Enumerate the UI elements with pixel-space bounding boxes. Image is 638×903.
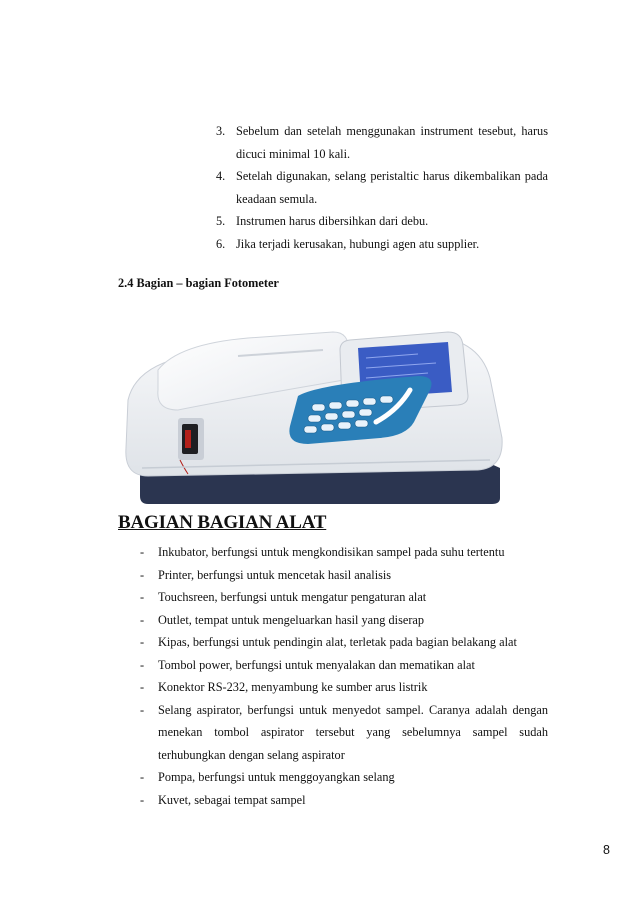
list-item — [140, 564, 548, 587]
bullet-dash: - — [140, 657, 145, 672]
item-text: Jika terjadi kerusakan, hubungi agen atu supplier. — [236, 236, 480, 251]
list-item — [140, 766, 548, 789]
list-item — [140, 541, 548, 564]
page-number: 8 — [603, 843, 610, 857]
numbered-item — [216, 233, 548, 256]
bullet-dash: - — [140, 702, 145, 717]
list-item — [140, 676, 548, 699]
list-item — [140, 609, 548, 632]
list-item-text: Selang aspirator, berfungsi untuk menyedot sampel. Caranya adalah dengan menekan tombol aspirator tersebut yang sebelumnya sampel sudah terhubungkan dengan selang aspirator — [158, 702, 548, 762]
list-item-text: Konektor RS-232, menyambung ke sumber arus listrik — [158, 680, 428, 694]
list-item-text: Inkubator, berfungsi untuk mengkondisikan sampel pada suhu tertentu — [158, 545, 505, 559]
list-item-text: Pompa, berfungsi untuk menggoyangkan selang — [158, 770, 395, 784]
list-item — [140, 789, 548, 812]
parts-list — [140, 541, 548, 811]
list-item-text: Kipas, berfungsi untuk pendingin alat, terletak pada bagian belakang alat — [158, 635, 517, 649]
numbered-item — [216, 165, 548, 210]
item-number: 5. — [216, 214, 226, 228]
numbered-item — [216, 120, 548, 165]
list-item-text: Touchsreen, berfungsi untuk mengatur pengaturan alat — [158, 590, 427, 604]
item-number: 3. — [216, 124, 226, 138]
list-item-text: Printer, berfungsi untuk mencetak hasil analisis — [158, 567, 392, 582]
bullet-dash: - — [140, 612, 145, 627]
bullet-dash: - — [140, 545, 145, 559]
photometer-image — [118, 318, 518, 513]
bullet-dash: - — [140, 590, 145, 604]
bullet-dash: - — [140, 567, 145, 582]
list-item-text: Outlet, tempat untuk mengeluarkan hasil yang diserap — [158, 612, 425, 627]
item-text: Setelah digunakan, selang peristaltic harus dikembalikan pada keadaan semula. — [236, 169, 548, 206]
list-item — [140, 586, 548, 609]
list-item-text: Tombol power, berfungsi untuk menyalakan dan mematikan alat — [158, 657, 475, 672]
parts-heading: BAGIAN BAGIAN ALAT — [118, 512, 327, 533]
bullet-dash: - — [140, 680, 145, 694]
item-number: 6. — [216, 236, 226, 251]
list-item — [140, 654, 548, 677]
bullet-dash: - — [140, 770, 145, 784]
list-item — [140, 699, 548, 767]
bullet-dash: - — [140, 792, 145, 807]
numbered-list — [216, 120, 548, 255]
item-text: Sebelum dan setelah menggunakan instrument tesebut, harus dicuci minimal 10 kali. — [236, 124, 548, 161]
bullet-dash: - — [140, 635, 145, 649]
numbered-item — [216, 210, 548, 233]
list-item — [140, 631, 548, 654]
item-number: 4. — [216, 169, 226, 183]
list-item-text: Kuvet, sebagai tempat sampel — [158, 792, 306, 807]
section-heading: 2.4 Bagian – bagian Fotometer — [118, 276, 279, 290]
item-text: Instrumen harus dibersihkan dari debu. — [236, 214, 429, 228]
